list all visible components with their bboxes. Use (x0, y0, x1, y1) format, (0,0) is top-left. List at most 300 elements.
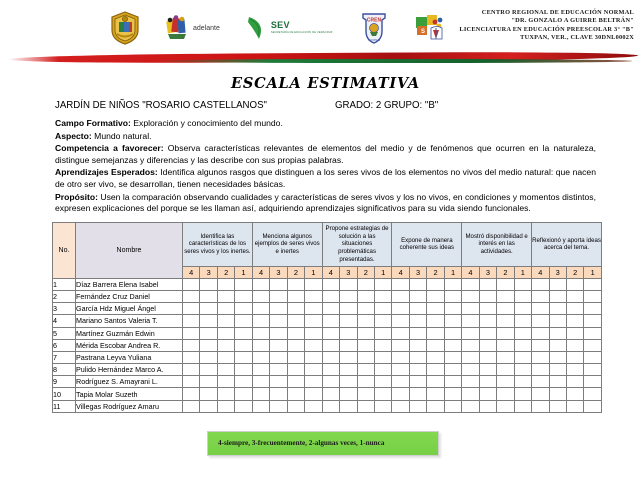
sev-logo-text (271, 21, 333, 34)
score-cell[interactable] (374, 400, 391, 412)
score-cell[interactable] (357, 290, 374, 302)
score-cell[interactable] (549, 388, 566, 400)
score-cell[interactable] (532, 303, 549, 315)
field-aspecto (55, 131, 596, 143)
score-cell[interactable] (514, 388, 531, 400)
score-cell[interactable] (270, 303, 287, 315)
score-cell[interactable] (479, 327, 496, 339)
score-cell[interactable] (392, 278, 409, 290)
score-cell[interactable] (427, 339, 444, 351)
score-cell[interactable] (252, 327, 269, 339)
score-cell[interactable] (479, 400, 496, 412)
student-name: Tapia Molar Suzeth (76, 388, 183, 400)
score-cell[interactable] (340, 388, 357, 400)
score-cell[interactable] (549, 315, 566, 327)
score-cell[interactable] (532, 364, 549, 376)
score-cell[interactable] (305, 278, 322, 290)
score-header-6-4: 4 (532, 266, 549, 278)
score-cell[interactable] (497, 376, 514, 388)
score-cell[interactable] (409, 376, 426, 388)
score-cell[interactable] (462, 290, 479, 302)
score-cell[interactable] (235, 290, 252, 302)
score-cell[interactable] (287, 315, 304, 327)
score-cell[interactable] (514, 327, 531, 339)
score-cell[interactable] (305, 400, 322, 412)
score-cell[interactable] (532, 376, 549, 388)
score-cell[interactable] (514, 364, 531, 376)
score-cell[interactable] (584, 388, 602, 400)
score-cell[interactable] (409, 290, 426, 302)
score-cell[interactable] (305, 351, 322, 363)
score-cell[interactable] (479, 364, 496, 376)
score-cell[interactable] (549, 376, 566, 388)
score-cell[interactable] (409, 303, 426, 315)
adelante-logo-label: adelante (193, 24, 220, 32)
score-cell[interactable] (462, 376, 479, 388)
score-cell[interactable] (252, 400, 269, 412)
score-cell[interactable] (217, 327, 234, 339)
score-cell[interactable] (200, 388, 217, 400)
score-cell[interactable] (357, 364, 374, 376)
score-cell[interactable] (479, 315, 496, 327)
score-cell[interactable] (532, 327, 549, 339)
score-cell[interactable] (462, 303, 479, 315)
score-cell[interactable] (444, 315, 461, 327)
score-cell[interactable] (287, 290, 304, 302)
score-cell[interactable] (340, 278, 357, 290)
score-cell[interactable] (584, 290, 602, 302)
score-cell[interactable] (270, 351, 287, 363)
score-cell[interactable] (444, 364, 461, 376)
score-cell[interactable] (566, 315, 583, 327)
score-cell[interactable] (497, 364, 514, 376)
score-cell[interactable] (217, 388, 234, 400)
score-cell[interactable] (409, 315, 426, 327)
score-cell[interactable] (584, 278, 602, 290)
score-cell[interactable] (305, 388, 322, 400)
score-cell[interactable] (462, 364, 479, 376)
score-header-5-4: 4 (462, 266, 479, 278)
score-cell[interactable] (497, 278, 514, 290)
score-cell[interactable] (322, 327, 339, 339)
score-cell[interactable] (252, 278, 269, 290)
score-cell[interactable] (392, 376, 409, 388)
score-cell[interactable] (235, 339, 252, 351)
score-cell[interactable] (462, 351, 479, 363)
score-cell[interactable] (566, 290, 583, 302)
score-cell[interactable] (497, 351, 514, 363)
score-cell[interactable] (252, 364, 269, 376)
score-cell[interactable] (497, 315, 514, 327)
score-cell[interactable] (183, 327, 200, 339)
sev-leaf-icon (246, 15, 268, 41)
score-cell[interactable] (584, 364, 602, 376)
score-cell[interactable] (183, 376, 200, 388)
score-cell[interactable] (305, 376, 322, 388)
score-cell[interactable] (183, 364, 200, 376)
score-cell[interactable] (444, 278, 461, 290)
score-cell[interactable] (322, 400, 339, 412)
score-cell[interactable] (340, 290, 357, 302)
score-cell[interactable] (183, 303, 200, 315)
score-cell[interactable] (322, 303, 339, 315)
score-cell[interactable] (532, 290, 549, 302)
score-cell[interactable] (514, 351, 531, 363)
score-cell[interactable] (392, 364, 409, 376)
score-cell[interactable] (235, 351, 252, 363)
score-cell[interactable] (392, 315, 409, 327)
score-cell[interactable] (497, 400, 514, 412)
score-cell[interactable] (392, 388, 409, 400)
swoosh-green-band (150, 59, 632, 63)
score-cell[interactable] (374, 278, 391, 290)
score-cell[interactable] (479, 303, 496, 315)
score-cell[interactable] (392, 400, 409, 412)
score-cell[interactable] (322, 388, 339, 400)
score-cell[interactable] (322, 376, 339, 388)
score-cell[interactable] (427, 327, 444, 339)
score-cell[interactable] (200, 364, 217, 376)
score-cell[interactable] (374, 364, 391, 376)
field-aprendizajes-label: Aprendizajes Esperados: (55, 167, 158, 178)
score-cell[interactable] (270, 388, 287, 400)
score-cell[interactable] (549, 364, 566, 376)
score-cell[interactable] (462, 278, 479, 290)
score-cell[interactable] (514, 339, 531, 351)
assessment-table-head (53, 222, 602, 278)
score-cell[interactable] (514, 278, 531, 290)
score-cell[interactable] (270, 376, 287, 388)
score-cell[interactable] (549, 339, 566, 351)
score-cell[interactable] (497, 339, 514, 351)
score-cell[interactable] (305, 290, 322, 302)
score-cell[interactable] (270, 339, 287, 351)
score-cell[interactable] (479, 351, 496, 363)
score-cell[interactable] (305, 364, 322, 376)
score-cell[interactable] (270, 278, 287, 290)
score-cell[interactable] (514, 376, 531, 388)
row-number: 6 (53, 339, 76, 351)
score-cell[interactable] (514, 290, 531, 302)
score-cell[interactable] (183, 400, 200, 412)
score-cell[interactable] (392, 339, 409, 351)
score-cell[interactable] (532, 388, 549, 400)
score-cell[interactable] (427, 364, 444, 376)
score-cell[interactable] (479, 376, 496, 388)
score-cell[interactable] (235, 364, 252, 376)
score-cell[interactable] (252, 315, 269, 327)
score-cell[interactable] (566, 278, 583, 290)
score-cell[interactable] (392, 290, 409, 302)
score-cell[interactable] (409, 364, 426, 376)
score-cell[interactable] (584, 303, 602, 315)
score-cell[interactable] (427, 376, 444, 388)
score-cell[interactable] (287, 327, 304, 339)
score-cell[interactable] (357, 315, 374, 327)
score-cell[interactable] (584, 376, 602, 388)
score-cell[interactable] (357, 388, 374, 400)
score-cell[interactable] (566, 388, 583, 400)
score-cell[interactable] (462, 400, 479, 412)
score-cell[interactable] (444, 351, 461, 363)
score-cell[interactable] (340, 303, 357, 315)
score-cell[interactable] (409, 339, 426, 351)
score-header-3-2: 2 (357, 266, 374, 278)
score-cell[interactable] (217, 376, 234, 388)
score-cell[interactable] (340, 315, 357, 327)
score-cell[interactable] (252, 351, 269, 363)
header-cell-nombre: Nombre (76, 222, 183, 278)
score-cell[interactable] (514, 303, 531, 315)
score-cell[interactable] (374, 351, 391, 363)
score-cell[interactable] (183, 388, 200, 400)
score-cell[interactable] (305, 303, 322, 315)
score-cell[interactable] (427, 400, 444, 412)
score-cell[interactable] (514, 315, 531, 327)
score-cell[interactable] (217, 303, 234, 315)
score-cell[interactable] (566, 376, 583, 388)
score-cell[interactable] (322, 364, 339, 376)
score-cell[interactable] (497, 290, 514, 302)
score-cell[interactable] (532, 400, 549, 412)
score-cell[interactable] (409, 278, 426, 290)
score-cell[interactable] (444, 388, 461, 400)
score-cell[interactable] (287, 388, 304, 400)
score-cell[interactable] (235, 278, 252, 290)
score-cell[interactable] (584, 400, 602, 412)
score-cell[interactable] (497, 303, 514, 315)
score-cell[interactable] (252, 339, 269, 351)
escuela-blocks-logo (415, 14, 445, 42)
score-cell[interactable] (584, 351, 602, 363)
score-cell[interactable] (357, 278, 374, 290)
score-cell[interactable] (235, 303, 252, 315)
score-cell[interactable] (252, 376, 269, 388)
score-header-5-1: 1 (514, 266, 531, 278)
score-header-5-3: 3 (479, 266, 496, 278)
score-cell[interactable] (427, 303, 444, 315)
score-cell[interactable] (322, 290, 339, 302)
table-row (53, 339, 602, 351)
score-cell[interactable] (392, 327, 409, 339)
score-cell[interactable] (270, 290, 287, 302)
score-cell[interactable] (183, 315, 200, 327)
score-cell[interactable] (235, 400, 252, 412)
header-criterion-2: Menciona algunos ejemplos de seres vivos e inertes (252, 222, 322, 266)
score-cell[interactable] (409, 327, 426, 339)
score-cell[interactable] (217, 290, 234, 302)
field-campo-formativo-label: Campo Formativo: (55, 118, 131, 128)
score-cell[interactable] (270, 400, 287, 412)
score-cell[interactable] (287, 400, 304, 412)
score-cell[interactable] (409, 388, 426, 400)
student-name: García Hdz Miguel Ángel (76, 303, 183, 315)
institution-line-2: "DR. GONZALO A GUIRRE BELTRÁN" (511, 17, 634, 25)
score-cell[interactable] (217, 351, 234, 363)
score-cell[interactable] (479, 339, 496, 351)
score-cell[interactable] (549, 303, 566, 315)
score-cell[interactable] (340, 364, 357, 376)
score-cell[interactable] (287, 364, 304, 376)
score-cell[interactable] (217, 339, 234, 351)
score-cell[interactable] (374, 327, 391, 339)
score-cell[interactable] (287, 278, 304, 290)
score-cell[interactable] (427, 388, 444, 400)
score-cell[interactable] (462, 327, 479, 339)
score-cell[interactable] (200, 376, 217, 388)
table-row (53, 303, 602, 315)
header-criterion-1: Identifica las características de los seres vivos y los inertes. (183, 222, 253, 266)
score-cell[interactable] (200, 351, 217, 363)
score-cell[interactable] (183, 278, 200, 290)
score-cell[interactable] (444, 376, 461, 388)
score-cell[interactable] (479, 290, 496, 302)
score-cell[interactable] (200, 290, 217, 302)
score-cell[interactable] (217, 278, 234, 290)
score-cell[interactable] (252, 388, 269, 400)
score-cell[interactable] (235, 388, 252, 400)
score-cell[interactable] (479, 388, 496, 400)
score-cell[interactable] (217, 364, 234, 376)
score-cell[interactable] (287, 303, 304, 315)
score-cell[interactable] (357, 376, 374, 388)
score-cell[interactable] (305, 339, 322, 351)
score-cell[interactable] (235, 315, 252, 327)
score-cell[interactable] (584, 315, 602, 327)
score-cell[interactable] (584, 327, 602, 339)
score-cell[interactable] (427, 315, 444, 327)
score-cell[interactable] (305, 315, 322, 327)
score-cell[interactable] (566, 339, 583, 351)
score-cell[interactable] (392, 351, 409, 363)
score-cell[interactable] (270, 327, 287, 339)
score-cell[interactable] (549, 327, 566, 339)
score-cell[interactable] (427, 290, 444, 302)
score-header-6-2: 2 (566, 266, 583, 278)
score-cell[interactable] (340, 376, 357, 388)
score-cell[interactable] (374, 388, 391, 400)
score-cell[interactable] (462, 388, 479, 400)
score-cell[interactable] (270, 315, 287, 327)
field-aprendizajes-value: Identifica algunos rasgos que distinguen a los seres vivos de los elementos no vivos del medio natural: que nacen de otro ser vivo, se desarrollan, tienen necesidades básicas. (55, 167, 596, 189)
score-cell[interactable] (479, 278, 496, 290)
score-cell[interactable] (200, 303, 217, 315)
score-cell[interactable] (409, 400, 426, 412)
score-cell[interactable] (549, 278, 566, 290)
score-cell[interactable] (287, 376, 304, 388)
score-cell[interactable] (566, 400, 583, 412)
score-cell[interactable] (392, 303, 409, 315)
score-cell[interactable] (374, 339, 391, 351)
score-cell[interactable] (200, 400, 217, 412)
score-cell[interactable] (217, 400, 234, 412)
score-cell[interactable] (427, 351, 444, 363)
score-cell[interactable] (532, 315, 549, 327)
score-cell[interactable] (340, 327, 357, 339)
score-cell[interactable] (532, 351, 549, 363)
score-cell[interactable] (183, 290, 200, 302)
score-cell[interactable] (444, 290, 461, 302)
score-cell[interactable] (200, 327, 217, 339)
score-cell[interactable] (322, 339, 339, 351)
score-cell[interactable] (549, 400, 566, 412)
score-legend: 4-siempre, 3-frecuentemente, 2-algunas veces, 1-nunca (207, 431, 439, 456)
score-cell[interactable] (444, 327, 461, 339)
score-cell[interactable] (340, 351, 357, 363)
score-cell[interactable] (374, 290, 391, 302)
score-cell[interactable] (200, 278, 217, 290)
score-cell[interactable] (444, 400, 461, 412)
score-cell[interactable] (427, 278, 444, 290)
score-cell[interactable] (566, 303, 583, 315)
score-cell[interactable] (566, 327, 583, 339)
score-cell[interactable] (183, 351, 200, 363)
score-cell[interactable] (200, 315, 217, 327)
score-cell[interactable] (374, 315, 391, 327)
score-cell[interactable] (584, 339, 602, 351)
score-cell[interactable] (444, 303, 461, 315)
adelante-figures-icon (166, 15, 190, 41)
score-cell[interactable] (287, 339, 304, 351)
score-cell[interactable] (532, 339, 549, 351)
score-cell[interactable] (374, 303, 391, 315)
table-row (53, 376, 602, 388)
score-cell[interactable] (497, 388, 514, 400)
score-cell[interactable] (444, 339, 461, 351)
score-cell[interactable] (252, 303, 269, 315)
score-cell[interactable] (409, 351, 426, 363)
score-cell[interactable] (340, 400, 357, 412)
score-cell[interactable] (322, 315, 339, 327)
score-cell[interactable] (235, 376, 252, 388)
score-cell[interactable] (462, 315, 479, 327)
score-cell[interactable] (322, 351, 339, 363)
score-cell[interactable] (497, 327, 514, 339)
score-cell[interactable] (287, 351, 304, 363)
score-cell[interactable] (200, 339, 217, 351)
score-cell[interactable] (374, 376, 391, 388)
score-cell[interactable] (566, 351, 583, 363)
score-cell[interactable] (235, 327, 252, 339)
score-cell[interactable] (357, 339, 374, 351)
student-name: Pastrana Leyva Yuliana (76, 351, 183, 363)
score-cell[interactable] (549, 290, 566, 302)
score-cell[interactable] (217, 315, 234, 327)
score-cell[interactable] (357, 303, 374, 315)
score-cell[interactable] (566, 364, 583, 376)
institution-line-1: CENTRO REGIONAL DE EDUCACIÓN NORMAL (481, 9, 634, 16)
score-cell[interactable] (357, 351, 374, 363)
student-name: Mariano Santos Valeria T. (76, 315, 183, 327)
score-cell[interactable] (183, 339, 200, 351)
score-cell[interactable] (340, 339, 357, 351)
cren-shield-logo (359, 11, 389, 45)
score-cell[interactable] (514, 400, 531, 412)
score-cell[interactable] (357, 400, 374, 412)
score-cell[interactable] (549, 351, 566, 363)
score-cell[interactable] (357, 327, 374, 339)
score-cell[interactable] (462, 339, 479, 351)
score-cell[interactable] (252, 290, 269, 302)
table-row (53, 388, 602, 400)
score-cell[interactable] (532, 278, 549, 290)
score-cell[interactable] (305, 327, 322, 339)
svg-text:S: S (420, 29, 425, 35)
table-row (53, 315, 602, 327)
score-cell[interactable] (270, 364, 287, 376)
score-cell[interactable] (322, 278, 339, 290)
table-row (53, 327, 602, 339)
